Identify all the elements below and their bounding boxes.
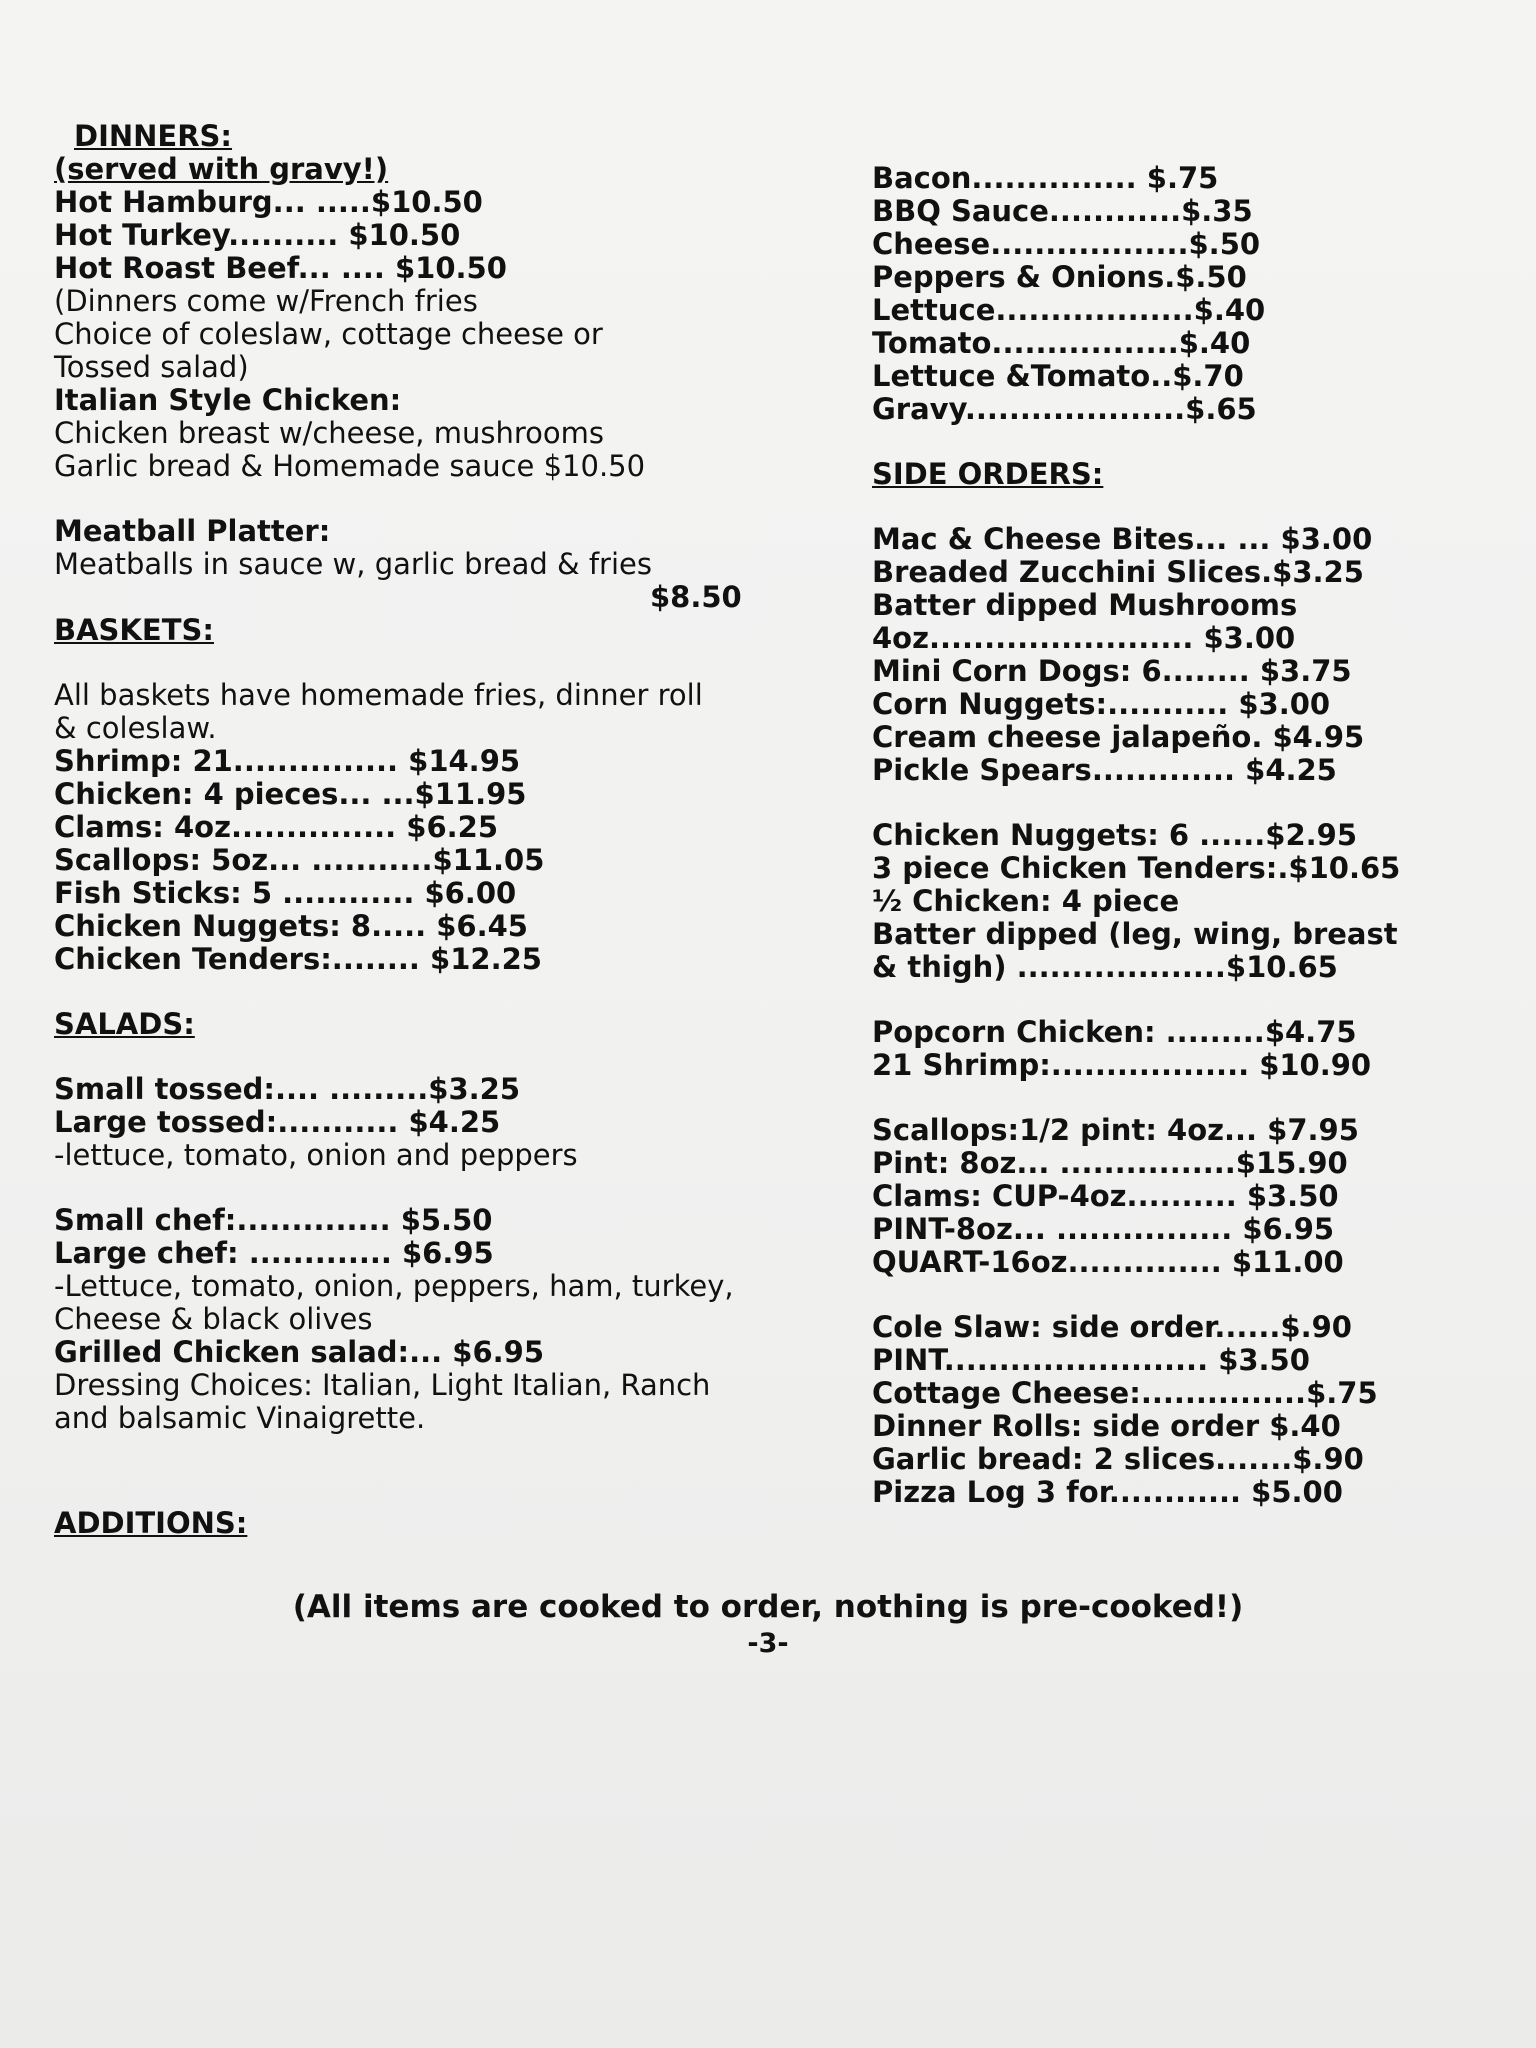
description-line: All baskets have homemade fries, dinner roll — [54, 678, 703, 712]
menu-item: Tomato.................$.40 — [872, 326, 1251, 360]
menu-item: Large tossed:........... $4.25 — [54, 1105, 501, 1139]
menu-item: PINT........................ $3.50 — [872, 1343, 1310, 1377]
side-orders-header: SIDE ORDERS: — [872, 457, 1104, 491]
menu-item: Hot Turkey.......... $10.50 — [54, 218, 461, 252]
menu-item: ½ Chicken: 4 piece — [872, 884, 1180, 918]
menu-item: Clams: 4oz............... $6.25 — [54, 810, 499, 844]
description-line: (Dinners come w/French fries — [54, 284, 478, 318]
menu-item: Bacon............... $.75 — [872, 161, 1219, 195]
menu-item: Chicken Tenders:........ $12.25 — [54, 942, 542, 976]
menu-item: Dinner Rolls: side order $.40 — [872, 1409, 1341, 1443]
menu-item: Mac & Cheese Bites... ... $3.00 — [872, 522, 1373, 556]
menu-item: Shrimp: 21............... $14.95 — [54, 744, 521, 778]
menu-item-title: Italian Style Chicken: — [54, 383, 402, 417]
menu-item: Cheese..................$.50 — [872, 227, 1261, 261]
description-line: Cheese & black olives — [54, 1302, 373, 1336]
description-line: -lettuce, tomato, onion and peppers — [54, 1138, 578, 1172]
menu-item: 4oz........................ $3.00 — [872, 621, 1296, 655]
baskets-header: BASKETS: — [54, 613, 214, 647]
left-column — [54, 120, 754, 1540]
menu-item: BBQ Sauce............$.35 — [872, 194, 1253, 228]
menu-item: Popcorn Chicken: .........$4.75 — [872, 1015, 1357, 1049]
menu-item: Garlic bread: 2 slices.......$.90 — [872, 1442, 1364, 1476]
description-line: Chicken breast w/cheese, mushrooms — [54, 416, 604, 450]
menu-item: Corn Nuggets:........... $3.00 — [872, 687, 1331, 721]
footer-note: (All items are cooked to order, nothing is pre-cooked!) — [292, 1589, 1244, 1625]
description-line: Tossed salad) — [54, 350, 249, 384]
menu-item: Grilled Chicken salad:... $6.95 — [54, 1335, 544, 1369]
description-line: -Lettuce, tomato, onion, peppers, ham, turkey, — [54, 1269, 734, 1303]
description-line: Meatballs in sauce w, garlic bread & fries — [54, 547, 652, 581]
menu-item: Small tossed:.... .........$3.25 — [54, 1072, 521, 1106]
page-number: -3- — [747, 1628, 789, 1659]
menu-item: Chicken: 4 pieces... ...$11.95 — [54, 777, 527, 811]
description-line: & coleslaw. — [54, 711, 217, 745]
description-line: Dressing Choices: Italian, Light Italian, Ranch — [54, 1368, 711, 1402]
menu-item: 3 piece Chicken Tenders:.$10.65 — [872, 851, 1401, 885]
menu-item: Pickle Spears............. $4.25 — [872, 753, 1337, 787]
description-line: Choice of coleslaw, cottage cheese or — [54, 317, 603, 351]
menu-item: Batter dipped Mushrooms — [872, 588, 1298, 622]
salads-header: SALADS: — [54, 1007, 195, 1041]
menu-item-price: $8.50 — [650, 580, 742, 614]
menu-item: Pizza Log 3 for............ $5.00 — [872, 1475, 1343, 1509]
description-line: and balsamic Vinaigrette. — [54, 1401, 426, 1435]
menu-item-title: Meatball Platter: — [54, 514, 331, 548]
menu-item: Lettuce &Tomato..$.70 — [872, 359, 1244, 393]
description-line: Garlic bread & Homemade sauce $10.50 — [54, 449, 646, 483]
menu-item: Peppers & Onions.$.50 — [872, 260, 1247, 294]
menu-item: Cole Slaw: side order......$.90 — [872, 1310, 1352, 1344]
menu-item: & thigh) ...................$10.65 — [872, 950, 1338, 984]
menu-item: QUART-16oz.............. $11.00 — [872, 1245, 1344, 1279]
menu-item: Hot Hamburg... .....$10.50 — [54, 185, 483, 219]
menu-item: Gravy....................$.65 — [872, 392, 1257, 426]
dinners-note: (served with gravy!) — [54, 152, 389, 186]
menu-item: Clams: CUP-4oz.......... $3.50 — [872, 1179, 1339, 1213]
menu-item: Scallops:1/2 pint: 4oz... $7.95 — [872, 1113, 1359, 1147]
menu-item: Scallops: 5oz... ...........$11.05 — [54, 843, 545, 877]
menu-item: Chicken Nuggets: 8..... $6.45 — [54, 909, 528, 943]
menu-item: Cream cheese jalapeño. $4.95 — [872, 720, 1365, 754]
menu-item: Mini Corn Dogs: 6........ $3.75 — [872, 654, 1352, 688]
menu-item: Lettuce..................$.40 — [872, 293, 1266, 327]
menu-item: Batter dipped (leg, wing, breast — [872, 917, 1398, 951]
menu-item: Large chef: ............. $6.95 — [54, 1236, 494, 1270]
menu-item: 21 Shrimp:.................. $10.90 — [872, 1048, 1372, 1082]
menu-item: Hot Roast Beef... .... $10.50 — [54, 251, 507, 285]
dinners-header: DINNERS: — [74, 119, 233, 153]
additions-header: ADDITIONS: — [54, 1506, 248, 1540]
menu-item: Fish Sticks: 5 ............ $6.00 — [54, 876, 517, 910]
menu-item: Small chef:.............. $5.50 — [54, 1203, 493, 1237]
menu-item: Chicken Nuggets: 6 ......$2.95 — [872, 818, 1357, 852]
right-column — [872, 162, 1492, 1509]
menu-item: PINT-8oz... ................ $6.95 — [872, 1212, 1335, 1246]
menu-item: Cottage Cheese:...............$.75 — [872, 1376, 1378, 1410]
menu-item: Pint: 8oz... ................$15.90 — [872, 1146, 1348, 1180]
menu-item: Breaded Zucchini Slices.$3.25 — [872, 555, 1364, 589]
